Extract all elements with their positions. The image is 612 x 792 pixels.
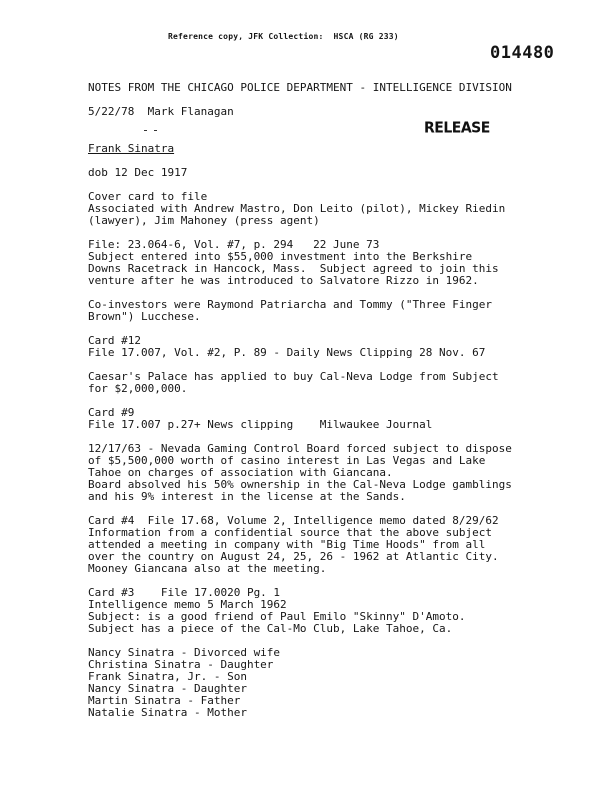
family-line: Nancy Sinatra - Daughter bbox=[88, 682, 247, 695]
text-line: File 17.007 p.27+ News clipping Milwaukee Journal bbox=[88, 418, 433, 431]
family-line: Christina Sinatra - Daughter bbox=[88, 658, 274, 671]
text-line: Board absolved his 50% ownership in the Cal-Neva Lodge gamblings bbox=[88, 478, 512, 491]
text-line: Tahoe on charges of association with Giancana. bbox=[88, 466, 393, 479]
text-line: Card #9 bbox=[88, 406, 135, 419]
text-line: Mooney Giancana also at the meeting. bbox=[88, 562, 327, 575]
text-line: Cover card to file bbox=[88, 190, 208, 203]
subject-dob: dob 12 Dec 1917 bbox=[88, 166, 188, 179]
text-line: Caesar's Palace has applied to buy Cal-Neva Lodge from Subject bbox=[88, 370, 499, 383]
family-line: Frank Sinatra, Jr. - Son bbox=[88, 670, 247, 683]
text-line: Card #12 bbox=[88, 334, 141, 347]
subject-name: Frank Sinatra bbox=[88, 142, 175, 155]
date-author-line: 5/22/78 Mark Flanagan bbox=[88, 105, 234, 118]
text-line: of $5,500,000 worth of casino interest in Las Vegas and Lake bbox=[88, 454, 486, 467]
text-line: Associated with Andrew Mastro, Don Leito (pilot), Mickey Riedin bbox=[88, 202, 506, 215]
text-line: over the country on August 24, 25, 26 - 1962 at Atlantic City. bbox=[88, 550, 499, 563]
text-line: File: 23.064-6, Vol. #7, p. 294 22 June 73 bbox=[88, 238, 380, 251]
text-line: Brown") Lucchese. bbox=[88, 310, 201, 323]
text-line: Card #3 File 17.0020 Pg. 1 bbox=[88, 586, 281, 599]
family-line: Nancy Sinatra - Divorced wife bbox=[88, 646, 281, 659]
family-line: Natalie Sinatra - Mother bbox=[88, 706, 247, 719]
release-stamp: RELEASE bbox=[424, 119, 490, 137]
text-line: Information from a confidential source that the above subject bbox=[88, 526, 492, 539]
family-line: Martin Sinatra - Father bbox=[88, 694, 241, 707]
text-line: Co-investors were Raymond Patriarcha and Tommy ("Three Finger bbox=[88, 298, 492, 311]
text-line: and his 9% interest in the license at the Sands. bbox=[88, 490, 406, 503]
mark bbox=[144, 130, 147, 131]
text-line: Intelligence memo 5 March 1962 bbox=[88, 598, 287, 611]
text-line: venture after he was introduced to Salvatore Rizzo in 1962. bbox=[88, 274, 479, 287]
text-line: for $2,000,000. bbox=[88, 382, 188, 395]
text-line: attended a meeting in company with "Big Time Hoods" from all bbox=[88, 538, 486, 551]
text-line: 12/17/63 - Nevada Gaming Control Board forced subject to dispose bbox=[88, 442, 512, 455]
mark bbox=[154, 130, 157, 131]
text-line: File 17.007, Vol. #2, P. 89 - Daily News Clipping 28 Nov. 67 bbox=[88, 346, 486, 359]
text-line: Subject has a piece of the Cal-Mo Club, Lake Tahoe, Ca. bbox=[88, 622, 453, 635]
text-line: Subject: is a good friend of Paul Emilo "Skinny" D'Amoto. bbox=[88, 610, 466, 623]
reference-line: Reference copy, JFK Collection: HSCA (RG 233) bbox=[168, 32, 399, 41]
document-number: 014480 bbox=[490, 43, 555, 63]
document-title: NOTES FROM THE CHICAGO POLICE DEPARTMENT - INTELLIGENCE DIVISION bbox=[88, 81, 512, 94]
text-line: (lawyer), Jim Mahoney (press agent) bbox=[88, 214, 320, 227]
text-line: Card #4 File 17.68, Volume 2, Intelligence memo dated 8/29/62 bbox=[88, 514, 499, 527]
text-line: Downs Racetrack in Hancock, Mass. Subject agreed to join this bbox=[88, 262, 499, 275]
text-line: Subject entered into $55,000 investment into the Berkshire bbox=[88, 250, 473, 263]
